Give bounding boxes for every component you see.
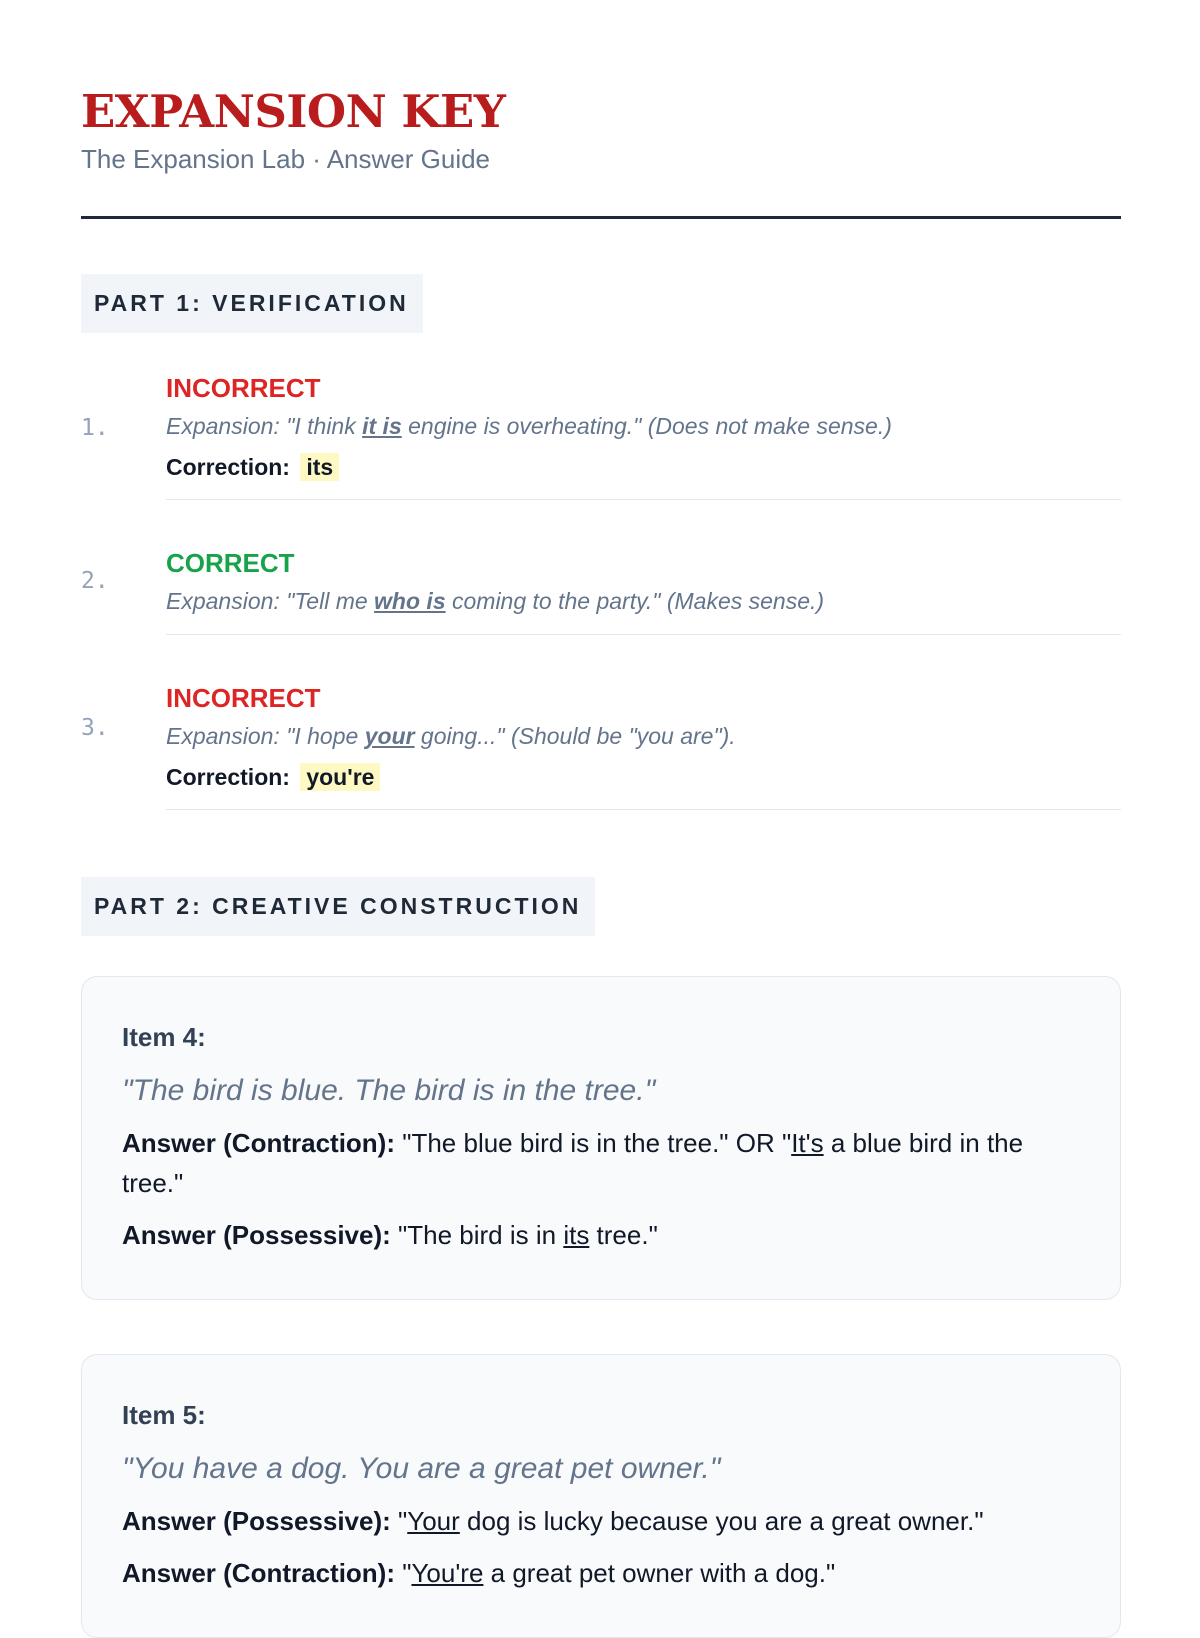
answer-key: You're	[411, 1558, 484, 1588]
correction-line	[166, 761, 1121, 793]
answer-key: Your	[407, 1506, 460, 1536]
answer-label: Answer (Contraction):	[122, 1558, 395, 1588]
item-number: 3.	[81, 715, 109, 741]
verification-list	[81, 363, 1121, 810]
page-title: EXPANSION KEY	[81, 85, 506, 138]
correction-label: Correction:	[166, 764, 290, 790]
item-number: 1.	[81, 415, 109, 441]
correction-value: you're	[300, 763, 380, 791]
verdict-label: CORRECT	[166, 548, 295, 578]
answer-post: dog is lucky because you are a great owner."	[459, 1506, 984, 1536]
card-title: Item 5:	[122, 1400, 206, 1430]
expansion-post: going..." (Should be "you are").	[414, 723, 736, 749]
header-divider	[81, 216, 1121, 219]
answer-line	[122, 1123, 1080, 1203]
construction-card-item-5	[81, 1354, 1121, 1638]
page-subtitle: The Expansion Lab · Answer Guide	[81, 144, 491, 174]
answer-post: a blue bird in the tree."	[122, 1128, 1024, 1198]
answer-key: its	[563, 1220, 590, 1250]
card-prompt: "You have a dog. You are a great pet owner."	[122, 1452, 721, 1485]
answer-pre: "	[395, 1558, 412, 1588]
answer-post: a great pet owner with a dog."	[483, 1558, 836, 1588]
section-heading-part-1: PART 1: VERIFICATION	[81, 274, 423, 333]
section-heading-part-2: PART 2: CREATIVE CONSTRUCTION	[81, 877, 595, 936]
verdict-label: INCORRECT	[166, 373, 321, 403]
answer-line	[122, 1501, 1080, 1541]
answer-post: tree."	[589, 1220, 658, 1250]
expansion-key: it is	[362, 413, 402, 439]
answer-pre: "The blue bird is in the tree." OR "	[395, 1128, 792, 1158]
expansion-pre: Expansion: "I think	[166, 413, 363, 439]
verification-item-3	[81, 673, 1121, 810]
answer-label: Answer (Contraction):	[122, 1128, 395, 1158]
answer-label: Answer (Possessive):	[122, 1220, 391, 1250]
correction-line	[166, 451, 1121, 483]
verification-item-1	[81, 363, 1121, 500]
answer-pre: "The bird is in	[390, 1220, 564, 1250]
answer-line	[122, 1215, 1080, 1255]
expansion-key: your	[364, 723, 415, 749]
expansion-pre: Expansion: "I hope	[166, 723, 365, 749]
correction-value: its	[300, 453, 339, 481]
expansion-text	[166, 409, 1121, 443]
expansion-key: who is	[374, 588, 446, 614]
expansion-text	[166, 719, 1121, 753]
verdict-label: INCORRECT	[166, 683, 321, 713]
expansion-post: coming to the party." (Makes sense.)	[445, 588, 825, 614]
answer-key: It's	[791, 1128, 824, 1158]
item-number: 2.	[81, 568, 109, 594]
answer-line	[122, 1553, 1080, 1593]
correction-label: Correction:	[166, 454, 290, 480]
expansion-text	[166, 584, 1121, 618]
expansion-pre: Expansion: "Tell me	[166, 588, 375, 614]
expansion-post: engine is overheating." (Does not make sense.)	[401, 413, 892, 439]
verification-item-2	[81, 538, 1121, 635]
construction-card-item-4	[81, 976, 1121, 1300]
answer-pre: "	[390, 1506, 408, 1536]
card-prompt: "The bird is blue. The bird is in the tree."	[122, 1074, 656, 1107]
answer-label: Answer (Possessive):	[122, 1506, 391, 1536]
card-title: Item 4:	[122, 1022, 206, 1052]
